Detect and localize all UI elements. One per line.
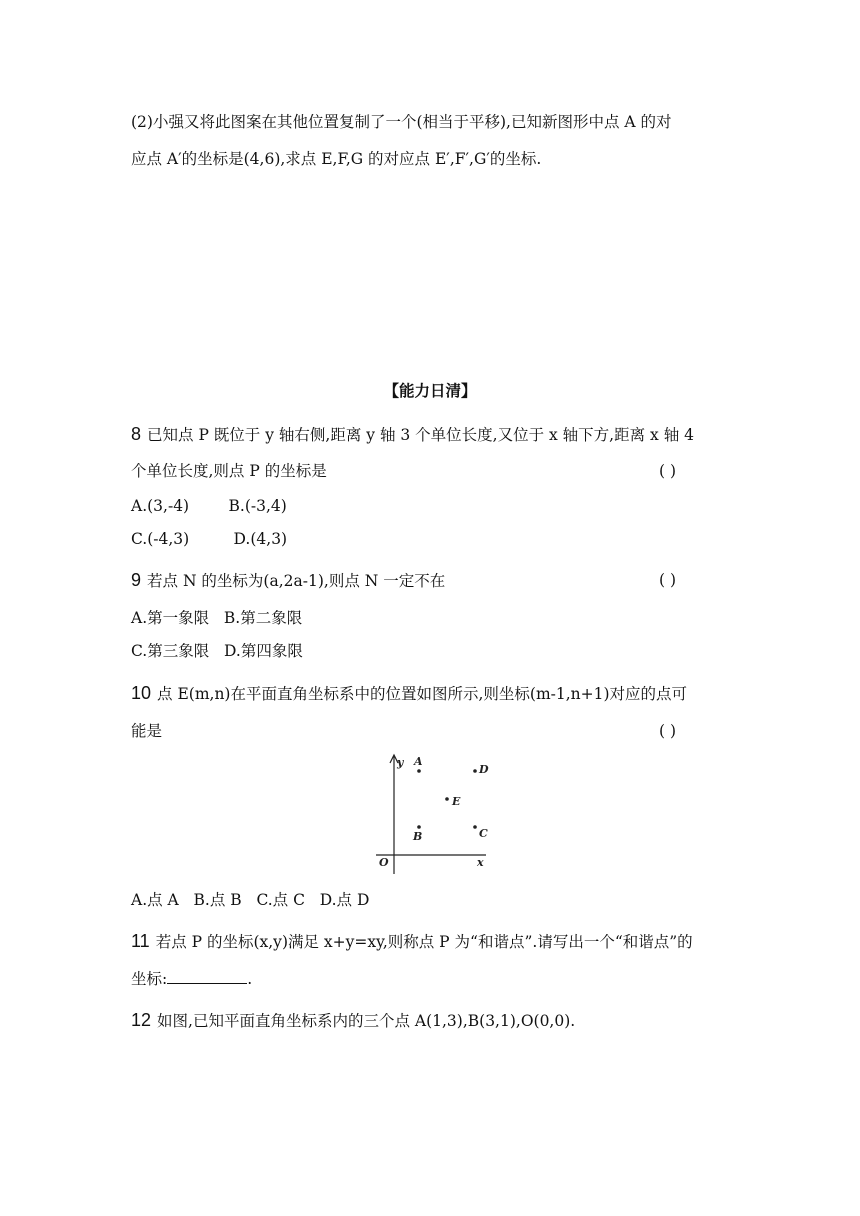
section-title: 【能力日清】 [383,382,477,400]
point-d-label: D [479,763,489,776]
q8-text: 已知点 P 既位于 y 轴右侧,距离 y 轴 3 个单位长度,又位于 x 轴下方,距离 x 轴 4 [147,426,694,444]
point-e [445,797,449,801]
point-c [473,825,477,829]
part2-line1: (2)小强又将此图案在其他位置复制了一个(相当于平移),已知新图形中点 A 的对 [131,113,672,131]
y-axis-label: y [397,756,404,769]
coordinate-figure [368,752,498,876]
point-a-label: A [414,755,423,768]
q11-line2 [131,969,252,989]
point-c-label: C [479,827,488,840]
point-b [417,825,421,829]
q8-answer-paren: ( ) [659,462,677,480]
q9-options-row1: A.第一象限 B.第二象限 [131,609,303,627]
q11-text: 若点 P 的坐标(x,y)满足 x+y=xy,则称点 P 为“和谐点”.请写出一个“和谐点”的 [155,933,693,951]
point-d [473,769,477,773]
q10-options: A.点 A B.点 B C.点 C D.点 D [131,891,370,909]
q9-options-row2: C.第三象限 D.第四象限 [131,642,303,660]
q12-number: 12 [131,1010,152,1030]
q11-line2-suffix: . [247,970,253,988]
q9-answer-paren: ( ) [659,571,677,589]
q10-number: 10 [131,683,152,703]
point-b-label: B [413,830,423,843]
q8-options-row1: A.(3,-4) B.(-3,4) [131,497,287,515]
q8-line1 [131,424,694,445]
q8-line2: 个单位长度,则点 P 的坐标是 [131,462,327,480]
q12-line1 [131,1010,575,1031]
q10-line2: 能是 [131,722,163,740]
q10-line1 [131,683,687,704]
q9-text: 若点 N 的坐标为(a,2a-1),则点 N 一定不在 [147,572,446,590]
q11-answer-blank[interactable] [167,969,247,984]
part2-line2: 应点 A′的坐标是(4,6),求点 E,F,G 的对应点 E′,F′,G′的坐标. [131,150,542,168]
point-e-label: E [452,795,461,808]
q11-line2-prefix: 坐标: [131,970,168,988]
q9-number: 9 [131,570,142,590]
q10-answer-paren: ( ) [659,722,677,740]
origin-label: O [379,856,389,869]
q12-text: 如图,已知平面直角坐标系内的三个点 A(1,3),B(3,1),O(0,0). [157,1012,576,1030]
q9-line1 [131,570,445,591]
q8-options-row2: C.(-4,3) D.(4,3) [131,530,288,548]
point-a [417,769,421,773]
q11-number: 11 [131,931,150,951]
x-axis-label: x [477,856,484,869]
q11-line1 [131,931,693,952]
q10-text: 点 E(m,n)在平面直角坐标系中的位置如图所示,则坐标(m-1,n+1)对应的点可 [157,685,688,703]
q8-number: 8 [131,424,142,444]
